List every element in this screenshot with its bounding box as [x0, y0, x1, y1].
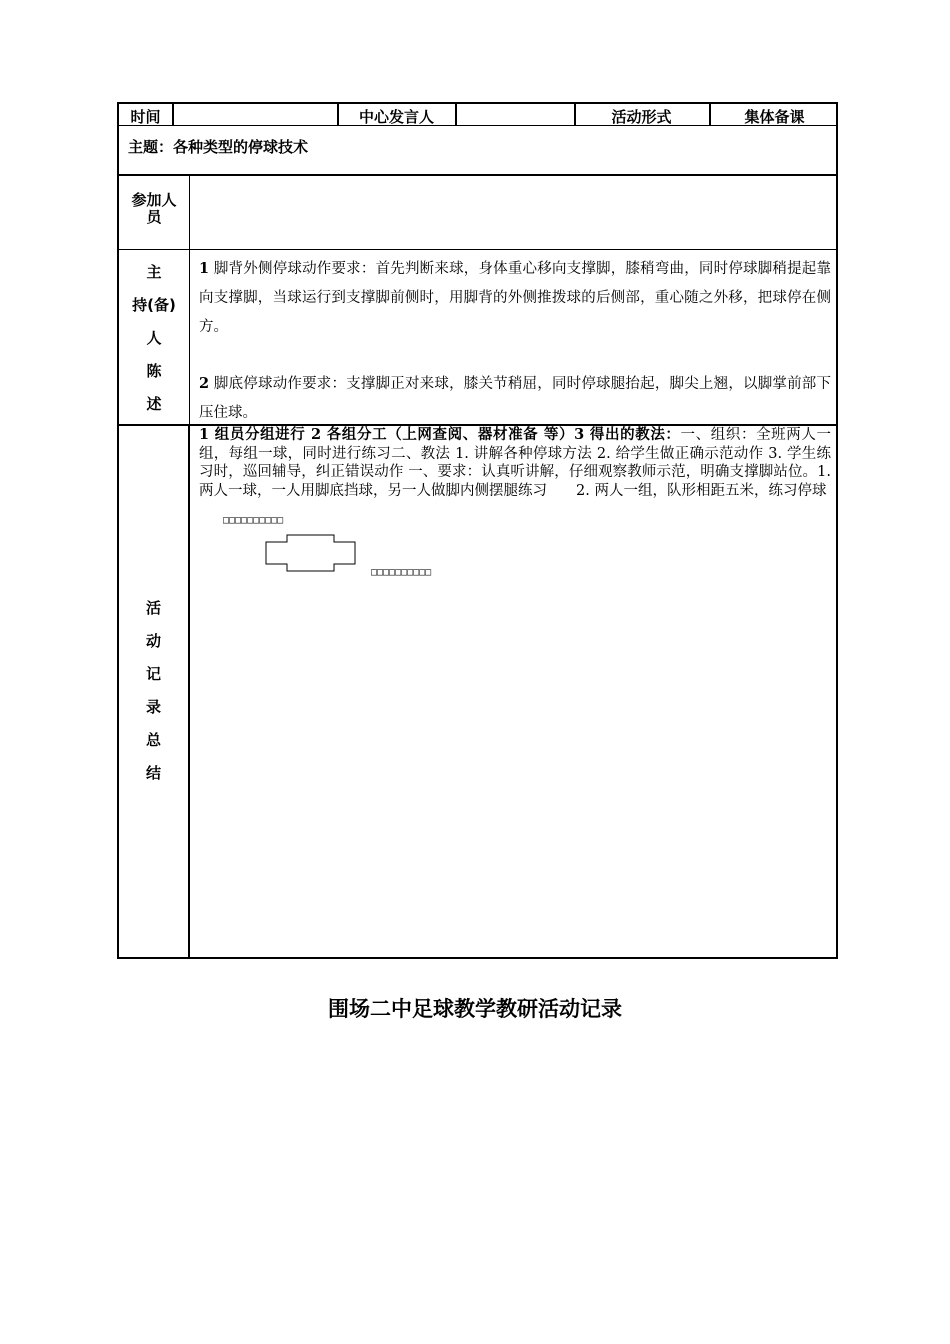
participants-label-line: 员	[146, 208, 162, 226]
page-title: 围场二中足球教学教研活动记录	[328, 997, 622, 1021]
host-label-line: 持(备)	[132, 296, 176, 314]
host-label	[119, 256, 189, 421]
record-body-text: 一、组织：全班两人一组，每组一球，同时进行练习二、教法 1. 讲解各种停球方法 2. 给学生做正确示范动作 3. 学生练习时，巡回辅导，纠正错误动作 一、要求：认真听讲解，仔细观察教师示范，明确支撑脚站位。1. 两人一球，一人用脚底挡球，另一人做脚内侧摆腿练习 2. 两人一组，队形相距五米，练习停球	[199, 427, 831, 499]
record-label-line: 录	[145, 698, 161, 716]
participants-label-line: 参加人	[131, 191, 177, 209]
host-item-2	[199, 369, 831, 428]
row-divider	[119, 174, 836, 176]
col-divider	[172, 104, 174, 125]
label-col-divider	[189, 175, 190, 425]
form-value: 集体备课	[744, 108, 805, 126]
participants-label	[119, 192, 189, 226]
host-item-2-text: 脚底停球动作要求：支撑脚正对来球，膝关节稍屈，同时停球腿抬起，脚尖上翘，以脚掌前部下压住球。	[199, 376, 832, 421]
host-item-1-text: 脚背外侧停球动作要求：首先判断来球，身体重心移向支撑脚，膝稍弯曲，同时停球脚稍提起靠向支撑脚，当球运行到支撑脚前侧时，用脚背的外侧推拨球的后侧部，重心随之外移，把球停在侧方。	[199, 261, 832, 335]
speaker-label: 中心发言人	[358, 108, 434, 126]
host-label-line: 主	[146, 263, 162, 281]
host-item-1-number: 1	[199, 260, 210, 277]
time-label: 时间	[130, 108, 161, 126]
form-label: 活动形式	[611, 108, 672, 126]
record-label-line: 动	[145, 632, 161, 650]
host-label-line: 陈	[146, 362, 162, 380]
record-label	[119, 592, 188, 790]
col-divider	[455, 104, 457, 125]
record-label-line: 结	[145, 764, 161, 782]
diagram-label-right: □□□□□□□□□□	[371, 567, 432, 578]
host-item-2-number: 2	[199, 375, 210, 392]
host-label-line: 述	[146, 395, 162, 413]
double-arrow-icon	[265, 534, 357, 572]
record-label-line: 总	[145, 731, 161, 749]
record-label-line: 活	[145, 599, 161, 617]
host-label-line: 人	[146, 329, 162, 347]
activity-record-table	[117, 102, 838, 959]
diagram-label-top: □□□□□□□□□□	[223, 515, 284, 526]
record-text	[199, 426, 831, 500]
topic: 主题：各种类型的停球技术	[128, 138, 309, 156]
host-item-1	[199, 254, 831, 342]
label-col-divider	[188, 425, 190, 959]
record-bold-text: 1 组员分组进行 2 各组分工（上网查阅、器材准备 等）3 得出的教法：	[199, 426, 681, 443]
record-label-line: 记	[145, 665, 161, 683]
row-divider	[119, 249, 836, 250]
